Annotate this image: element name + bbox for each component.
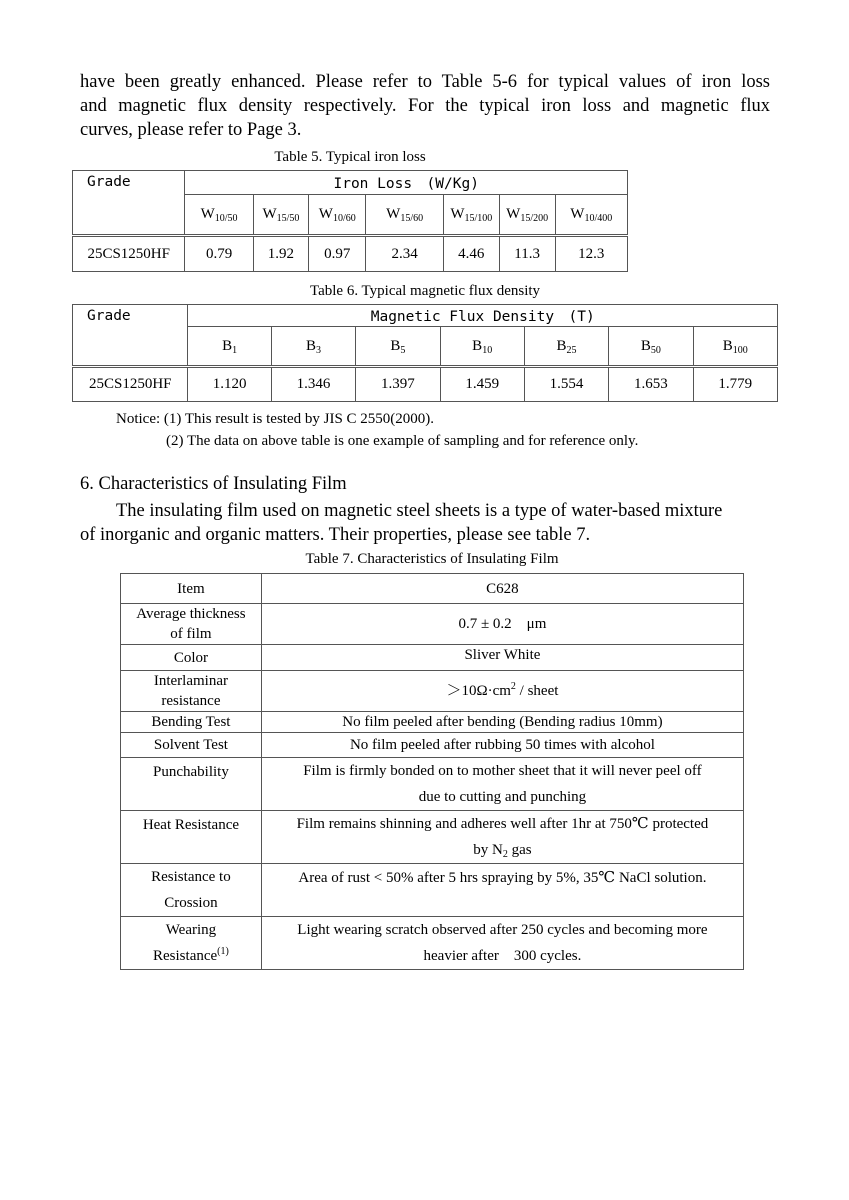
column-header: $W_{15/60}$ bbox=[366, 195, 443, 236]
column-header: $B_{25}$ bbox=[524, 327, 608, 367]
flux-density-group-header: Magnetic Flux Density (T) bbox=[188, 305, 778, 327]
column-header: $W_{10/400}$ bbox=[555, 195, 627, 236]
section-line-2: of inorganic and organic matters. Their properties, please see table 7. bbox=[80, 525, 591, 545]
intro-line-3: curves, please refer to Page 3. bbox=[80, 120, 302, 140]
value-cell: Light wearing scratch observed after 250 cycles and becoming more heavier after 300 cycles. bbox=[261, 917, 743, 970]
value-cell: 4.46 bbox=[443, 236, 499, 272]
insulating-film-table bbox=[120, 573, 744, 970]
grade-cell: 25CS1250HF bbox=[73, 236, 185, 272]
table5-caption: Table 5. Typical iron loss bbox=[274, 149, 426, 165]
value-cell: 1.779 bbox=[693, 367, 777, 402]
value-cell: No film peeled after rubbing 50 times with alcohol bbox=[261, 733, 743, 758]
iron-loss-table bbox=[72, 170, 628, 272]
value-cell: $>10\Omega\cdot cm^2$ / sheet bbox=[261, 671, 743, 712]
table-row bbox=[73, 236, 628, 272]
item-cell: Color bbox=[121, 645, 262, 671]
column-header: $B_{100}$ bbox=[693, 327, 777, 367]
section-heading: 6. Characteristics of Insulating Film bbox=[80, 474, 347, 494]
item-cell: Wearing Resistance$^{(1)}$ bbox=[121, 917, 262, 970]
value-cell: 1.653 bbox=[609, 367, 693, 402]
value-cell: 1.554 bbox=[524, 367, 608, 402]
grade-header: Grade bbox=[73, 171, 185, 236]
column-header: $B_1$ bbox=[188, 327, 271, 367]
value-cell: Area of rust < 50% after 5 hrs spraying by 5%, 35℃ NaCl solution. bbox=[261, 864, 743, 917]
intro-line-2: and magnetic flux density respectively. For the typical iron loss and magnetic flux bbox=[80, 96, 770, 116]
value-cell: 11.3 bbox=[499, 236, 555, 272]
column-header: $B_5$ bbox=[356, 327, 440, 367]
value-cell: Film is firmly bonded on to mother sheet that it will never peel off due to cutting and punching bbox=[261, 758, 743, 811]
table-row bbox=[121, 811, 744, 864]
table-row bbox=[121, 712, 744, 733]
value-cell: 1.346 bbox=[271, 367, 355, 402]
item-cell: Resistance to Crossion bbox=[121, 864, 262, 917]
value-cell: Sliver White bbox=[261, 645, 743, 671]
value-cell: 1.459 bbox=[440, 367, 524, 402]
table6-caption: Table 6. Typical magnetic flux density bbox=[309, 283, 541, 299]
table-row bbox=[121, 917, 744, 970]
value-cell: 0.97 bbox=[309, 236, 366, 272]
table-row bbox=[73, 367, 778, 402]
value-cell: 2.34 bbox=[366, 236, 443, 272]
item-cell: Interlaminar resistance bbox=[121, 671, 262, 712]
column-header: $W_{15/50}$ bbox=[253, 195, 308, 236]
column-header: $W_{15/200}$ bbox=[499, 195, 555, 236]
item-header: Item bbox=[121, 574, 262, 604]
intro-line-1: have been greatly enhanced. Please refer to Table 5-6 for typical values of iron loss bbox=[80, 72, 770, 92]
column-header: $W_{15/100}$ bbox=[443, 195, 499, 236]
column-header: $B_{10}$ bbox=[440, 327, 524, 367]
item-cell: Average thickness of film bbox=[121, 604, 262, 645]
flux-density-table bbox=[72, 304, 778, 402]
value-cell: 12.3 bbox=[555, 236, 627, 272]
table-row bbox=[121, 733, 744, 758]
section-line-1: The insulating film used on magnetic steel sheets is a type of water-based mixture bbox=[116, 501, 723, 521]
item-cell: Bending Test bbox=[121, 712, 262, 733]
item-cell: Heat Resistance bbox=[121, 811, 262, 864]
grade-cell: 25CS1250HF bbox=[73, 367, 188, 402]
notice-line-2: (2) The data on above table is one example of sampling and for reference only. bbox=[166, 433, 639, 449]
table-row bbox=[121, 864, 744, 917]
table-row bbox=[121, 671, 744, 712]
notice-line-1: Notice: (1) This result is tested by JIS C 2550(2000). bbox=[116, 411, 435, 427]
table-row bbox=[121, 604, 744, 645]
table-header-row bbox=[121, 574, 744, 604]
table-row bbox=[121, 645, 744, 671]
value-cell: No film peeled after bending (Bending radius 10mm) bbox=[261, 712, 743, 733]
grade-header: Grade bbox=[73, 305, 188, 367]
intro-paragraph bbox=[80, 70, 770, 142]
column-header: $B_{50}$ bbox=[609, 327, 693, 367]
value-cell: Film remains shinning and adheres well after 1hr at 750℃ protected by $N_2$ gas bbox=[261, 811, 743, 864]
value-cell: 1.397 bbox=[356, 367, 440, 402]
value-header: C628 bbox=[261, 574, 743, 604]
table7-caption: Table 7. Characteristics of Insulating Film bbox=[305, 551, 559, 567]
item-cell: Punchability bbox=[121, 758, 262, 811]
column-header: $W_{10/60}$ bbox=[309, 195, 366, 236]
value-cell: 0.7 ± 0.2 μm bbox=[261, 604, 743, 645]
item-cell: Solvent Test bbox=[121, 733, 262, 758]
value-cell: 0.79 bbox=[185, 236, 253, 272]
column-header: $B_3$ bbox=[271, 327, 355, 367]
value-cell: 1.120 bbox=[188, 367, 271, 402]
iron-loss-group-header: Iron Loss (W/Kg) bbox=[185, 171, 628, 195]
table-row bbox=[121, 758, 744, 811]
section-paragraph bbox=[80, 499, 770, 547]
column-header: $W_{10/50}$ bbox=[185, 195, 253, 236]
value-cell: 1.92 bbox=[253, 236, 308, 272]
